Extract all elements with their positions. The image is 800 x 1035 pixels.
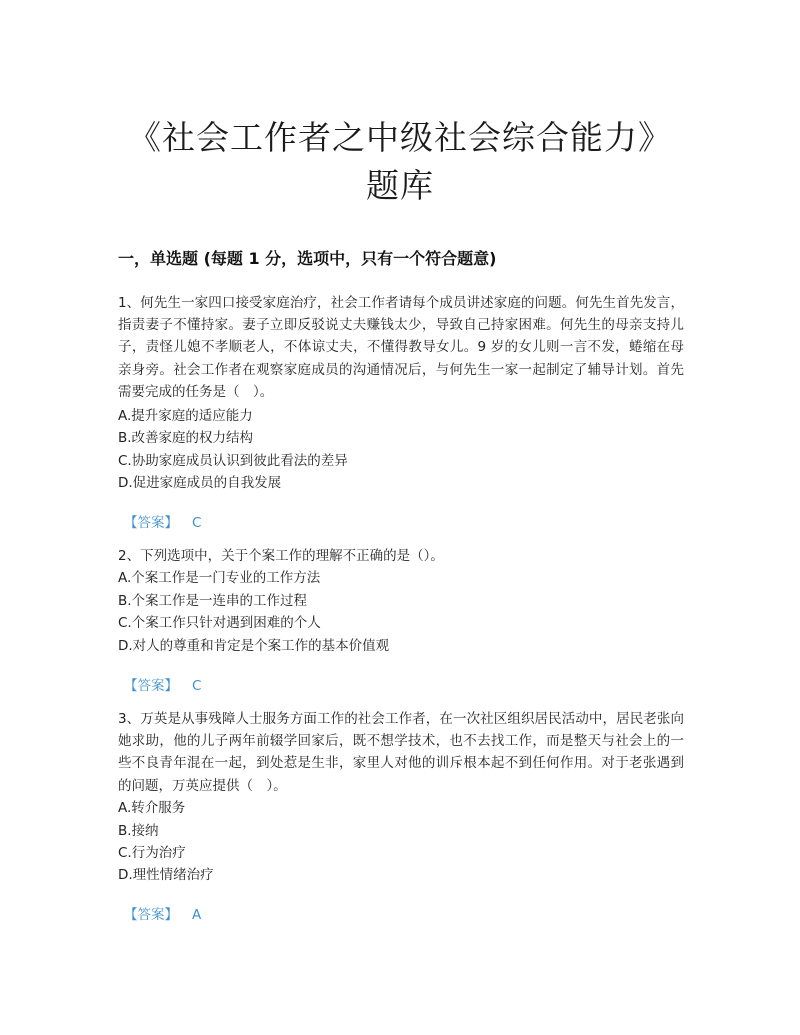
question-1-option-a: A.提升家庭的适应能力: [118, 408, 253, 424]
question-2-option-b: B.个案工作是一连串的工作过程: [118, 593, 308, 609]
question-3-answer: [124, 903, 201, 923]
section-heading: 一，单选题 (每题 1 分，选项中，只有一个符合题意): [118, 249, 497, 268]
question-3-option-a: A.转介服务: [118, 800, 186, 816]
question-2-answer: [124, 674, 201, 694]
question-2-text: 2、下列选项中，关于个案工作的理解不正确的是（）。: [118, 548, 444, 564]
question-3-option-c: C.行为治疗: [118, 845, 186, 861]
answer-label: 【答案】: [124, 678, 178, 694]
question-2-option-d: D.对人的尊重和肯定是个案工作的基本价值观: [118, 638, 390, 654]
question-2-option-a: A.个案工作是一门专业的工作方法: [118, 570, 321, 586]
question-3-option-b: B.接纳: [118, 823, 159, 839]
answer-label: 【答案】: [124, 515, 178, 531]
question-1-option-b: B.改善家庭的权力结构: [118, 430, 254, 446]
question-1-text: 1、何先生一家四口接受家庭治疗，社会工作者请每个成员讲述家庭的问题。何先生首先发言，指责妻子不懂持家。妻子立即反驳说丈夫赚钱太少，导致自己持家困难。何先生的母亲支持儿子，责怪儿媳不孝顺老人，不体谅丈夫，不懂得教导女儿。9 岁的女儿则一言不发，蜷缩在母亲身旁。社会工作者在观察家庭成员的沟通情况后，与何先生一家一起制定了辅导计划。首先需要完成的任务是（ ）。: [118, 295, 684, 400]
document-subtitle: 题库: [366, 166, 434, 205]
question-3-text: 3、万英是从事残障人士服务方面工作的社会工作者，在一次社区组织居民活动中，居民老张向她求助，他的儿子两年前辍学回家后，既不想学技术，也不去找工作，而是整天与社会上的一些不良青年混在一起，到处惹是生非，家里人对他的训斥根本起不到任何作用。对于老张遇到的问题，万英应提供（ ）。: [118, 711, 684, 794]
question-1-option-c: C.协助家庭成员认识到彼此看法的差异: [118, 453, 348, 469]
answer-value: A: [192, 907, 202, 923]
answer-value: C: [192, 515, 202, 531]
question-3-option-d: D.理性情绪治疗: [118, 867, 214, 883]
question-1-answer: [124, 511, 201, 531]
question-2-option-c: C.个案工作只针对遇到困难的个人: [118, 615, 321, 631]
document-title: 《社会工作者之中级社会综合能力》: [128, 118, 672, 157]
question-1-option-d: D.促进家庭成员的自我发展: [118, 475, 282, 491]
answer-label: 【答案】: [124, 907, 178, 923]
answer-value: C: [192, 678, 202, 694]
